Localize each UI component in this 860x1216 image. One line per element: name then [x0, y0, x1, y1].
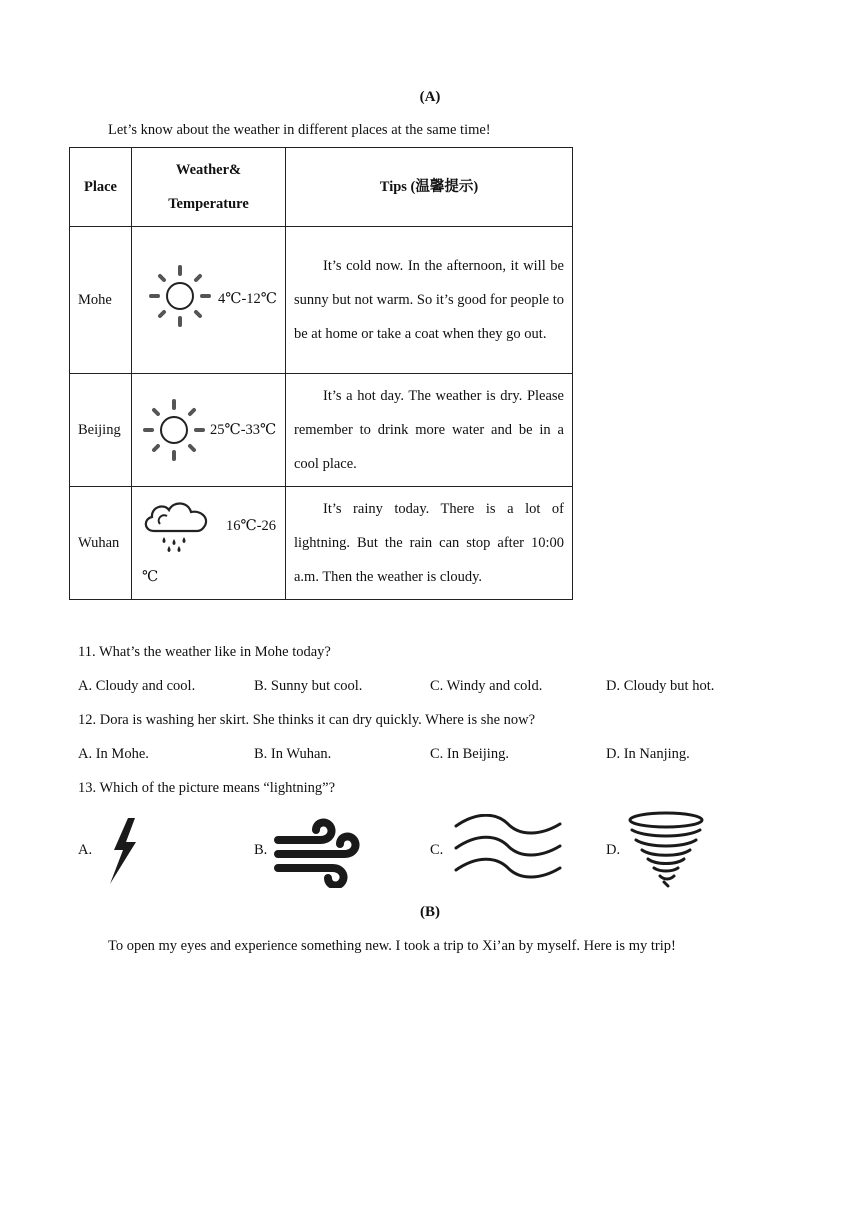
tip-cell: [286, 487, 573, 600]
header-weather: [132, 148, 286, 227]
lightning-bolt-icon[interactable]: [106, 816, 140, 886]
question-11-option-c[interactable]: C. Windy and cold.: [430, 678, 543, 694]
weather-cell: [132, 487, 286, 600]
tip-text: It’s cold now. In the afternoon, it will be sunny but not warm. So it’s good for people to be at home or take a coat when they go out.: [294, 258, 564, 342]
tip-cell: [286, 374, 573, 487]
header-weather-line1: Weather&: [175, 162, 242, 178]
question-11: 11. What’s the weather like in Mohe today?: [78, 644, 331, 660]
sun-icon: [148, 264, 212, 328]
question-12-option-d[interactable]: D. In Nanjing.: [606, 746, 690, 762]
place-cell: Mohe: [70, 227, 132, 374]
table-row: [70, 227, 573, 374]
rain-cloud-icon: [140, 497, 214, 555]
section-b-heading: (B): [420, 904, 440, 920]
question-13-option-a[interactable]: A.: [78, 842, 93, 858]
temperature: 25℃-33℃: [210, 422, 277, 438]
sun-icon: [142, 398, 206, 462]
section-a-intro: Let’s know about the weather in different places at the same time!: [108, 122, 491, 138]
weather-table: [69, 147, 573, 600]
tornado-icon[interactable]: [626, 810, 706, 888]
question-12: 12. Dora is washing her skirt. She thinks it can dry quickly. Where is she now?: [78, 712, 536, 728]
temperature: 4℃-12℃: [218, 291, 278, 307]
weather-cell: [132, 227, 286, 374]
question-11-option-a[interactable]: A. Cloudy and cool.: [78, 678, 196, 694]
weather-cell: [132, 374, 286, 487]
question-13: 13. Which of the picture means “lightning”?: [78, 780, 336, 796]
header-place: Place: [70, 148, 132, 227]
header-weather-line2: Temperature: [168, 196, 249, 212]
table-row: [70, 374, 573, 487]
tip-text: It’s a hot day. The weather is dry. Please remember to drink more water and be in a cool place.: [294, 388, 564, 472]
question-12-option-b[interactable]: B. In Wuhan.: [254, 746, 332, 762]
question-11-option-b[interactable]: B. Sunny but cool.: [254, 678, 363, 694]
question-13-option-b[interactable]: B.: [254, 842, 268, 858]
place-cell: Wuhan: [70, 487, 132, 600]
temperature: 16℃-26: [226, 518, 277, 534]
tip-text: It’s rainy today. There is a lot of lightning. But the rain can stop after 10:00 a.m. Then the weather is cloudy.: [294, 501, 564, 585]
question-13-option-c[interactable]: C.: [430, 842, 444, 858]
header-tips: Tips (温馨提示): [286, 148, 573, 227]
section-a-heading: (A): [419, 89, 441, 105]
temperature-unit: ℃: [142, 569, 159, 585]
question-12-option-a[interactable]: A. In Mohe.: [78, 746, 149, 762]
wind-icon[interactable]: [274, 818, 362, 888]
question-13-option-d[interactable]: D.: [606, 842, 621, 858]
table-header-row: [70, 148, 573, 227]
question-11-option-d[interactable]: D. Cloudy but hot.: [606, 678, 715, 694]
place-cell: Beijing: [70, 374, 132, 487]
section-b-intro: To open my eyes and experience something new. I took a trip to Xi’an by myself. Here is my trip!: [108, 938, 676, 954]
tip-cell: [286, 227, 573, 374]
table-row: [70, 487, 573, 600]
waves-icon[interactable]: [452, 814, 564, 880]
question-12-option-c[interactable]: C. In Beijing.: [430, 746, 509, 762]
